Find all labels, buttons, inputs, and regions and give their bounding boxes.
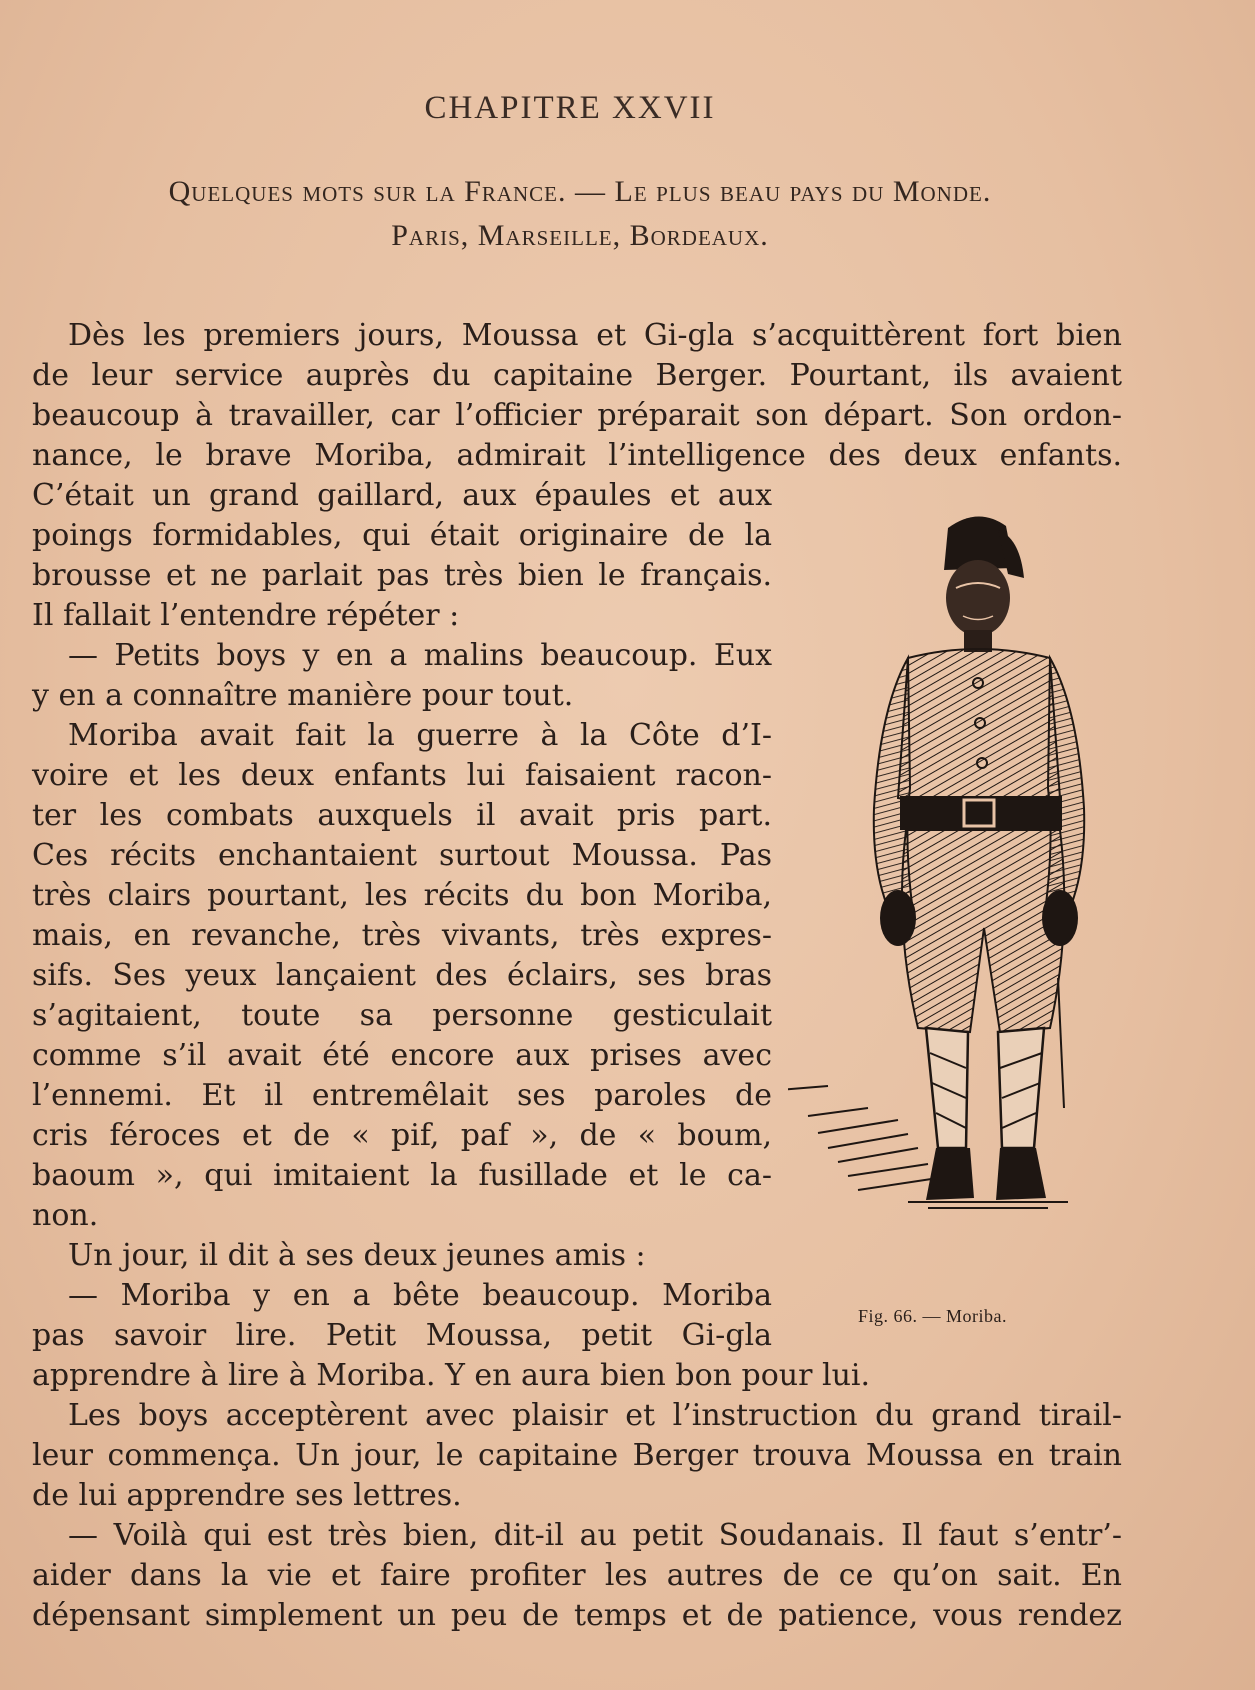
- text-line: de leur service auprès du capitaine Berger. Pourtant, ils avaient: [32, 358, 1122, 393]
- text-column-wide: [32, 1356, 1122, 1636]
- text-line: — Petits boys y en a malins beaucoup. Eux: [68, 638, 772, 673]
- chapter-summary: [40, 170, 1120, 258]
- text-line: l’ennemi. Et il entremêlait ses paroles de: [32, 1078, 772, 1113]
- text-line: leur commença. Un jour, le capitaine Berger trouva Moussa en train: [32, 1438, 1122, 1473]
- text-line: beaucoup à travailler, car l’officier préparait son départ. Son ordon-: [32, 398, 1122, 433]
- chapter-title: CHAPITRE XXVII: [424, 90, 716, 126]
- soldier-drawing: [788, 508, 1138, 1298]
- text-line: aider dans la vie et faire profiter les autres de ce qu’on sait. En: [32, 1558, 1122, 1593]
- text-line: Moriba avait fait la guerre à la Côte d’I-: [68, 718, 772, 753]
- text-line: — Moriba y en a bête beaucoup. Moriba: [68, 1278, 772, 1313]
- text-line: mais, en revanche, très vivants, très expres-: [32, 918, 772, 953]
- moriba-illustration: [788, 508, 1138, 1318]
- text-line: nance, le brave Moriba, admirait l’intelligence des deux enfants.: [32, 438, 1122, 473]
- summary-line-1: Quelques mots sur la France. — Le plus beau pays du Monde.: [168, 175, 992, 208]
- paragraph-opening: [32, 316, 1122, 476]
- text-line: très clairs pourtant, les récits du bon Moriba,: [32, 878, 772, 913]
- text-line: sifs. Ses yeux lançaient des éclairs, ses bras: [32, 958, 772, 993]
- text-line: Il fallait l’entendre répéter :: [32, 598, 460, 633]
- text-line: ter les combats auxquels il avait pris part.: [32, 798, 772, 833]
- text-line: poings formidables, qui était originaire de la: [32, 518, 772, 553]
- text-line: C’était un grand gaillard, aux épaules et aux: [32, 478, 772, 513]
- text-line: Dès les premiers jours, Moussa et Gi-gla s’acquittèrent fort bien: [68, 318, 1122, 353]
- text-line: comme s’il avait été encore aux prises avec: [32, 1038, 772, 1073]
- figure-caption: Fig. 66. — Moriba.: [858, 1306, 1008, 1326]
- text-line: Ces récits enchantaient surtout Moussa. Pas: [32, 838, 772, 873]
- text-line: dépensant simplement un peu de temps et de patience, vous rendez: [32, 1598, 1122, 1633]
- summary-line-2: Paris, Marseille, Bordeaux.: [391, 219, 769, 252]
- text-column-narrow: [32, 476, 772, 1356]
- text-line: baoum », qui imitaient la fusillade et le ca-: [32, 1158, 772, 1193]
- text-line: Un jour, il dit à ses deux jeunes amis :: [68, 1238, 646, 1273]
- text-line: apprendre à lire à Moriba. Y en aura bien bon pour lui.: [32, 1358, 871, 1393]
- text-line: — Voilà qui est très bien, dit-il au petit Soudanais. Il faut s’entr’-: [68, 1518, 1122, 1553]
- text-line: Les boys acceptèrent avec plaisir et l’instruction du grand tirail-: [68, 1398, 1122, 1433]
- text-line: s’agitaient, toute sa personne gesticulait: [32, 998, 772, 1033]
- text-line: brousse et ne parlait pas très bien le français.: [32, 558, 772, 593]
- text-line: y en a connaître manière pour tout.: [32, 678, 574, 713]
- text-line: cris féroces et de « pif, paf », de « boum,: [32, 1118, 772, 1153]
- text-line: non.: [32, 1198, 99, 1233]
- text-line: pas savoir lire. Petit Moussa, petit Gi-gla: [32, 1318, 772, 1353]
- text-line: voire et les deux enfants lui faisaient racon-: [32, 758, 772, 793]
- text-line: de lui apprendre ses lettres.: [32, 1478, 462, 1513]
